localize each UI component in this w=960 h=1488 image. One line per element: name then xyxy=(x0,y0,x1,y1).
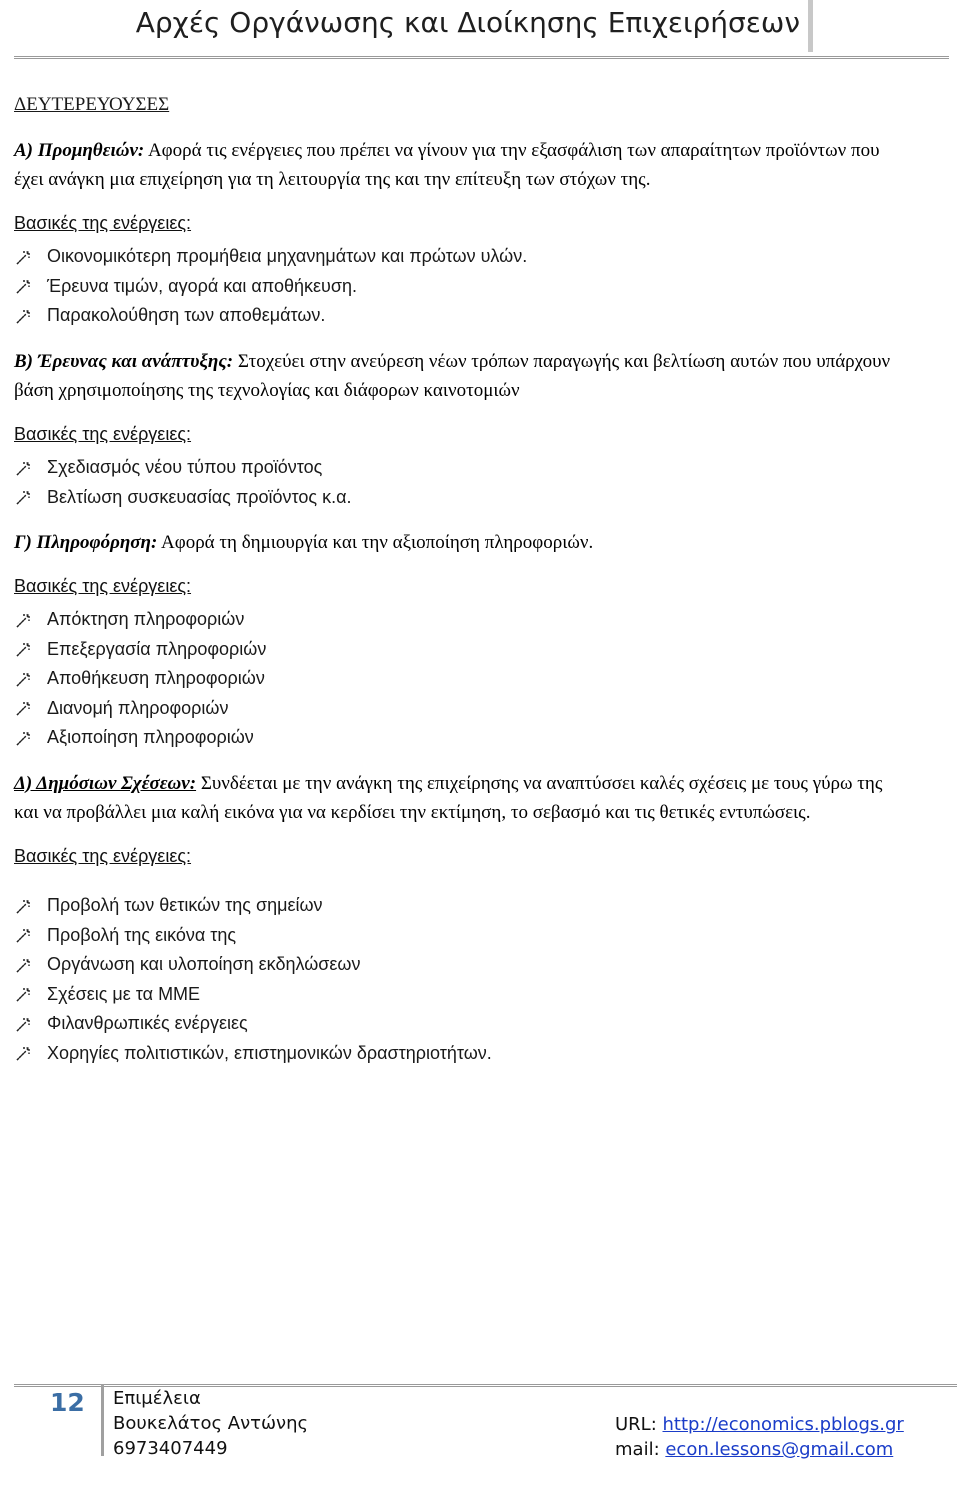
section-c-subheading: Βασικές της ενέργειες: xyxy=(14,575,192,596)
section-d-subheading: Βασικές της ενέργειες: xyxy=(14,845,192,866)
section-c-label: Γ) Πληροφόρηση: xyxy=(14,532,158,553)
section-d-label: Δ) Δημόσιων Σχέσεων: xyxy=(14,772,197,794)
footer-url-link[interactable]: http://economics.pblogs.gr xyxy=(662,1414,904,1435)
header-divider xyxy=(808,0,813,52)
arrow-bullet-icon xyxy=(14,277,36,295)
list-item-text: Επεξεργασία πληροφοριών xyxy=(47,638,267,659)
section-b-text: Στοχεύει στην ανεύρεση νέων τρόπων παραγωγής και βελτίωση αυτών που υπάρχουν βάση χρησιμοποίησης της τεχνολογίας και διάφορων καινοτομιών xyxy=(14,350,891,401)
arrow-bullet-icon xyxy=(14,611,36,629)
section-b-subheading: Βασικές της ενέργειες: xyxy=(14,423,192,444)
footer-url-label: URL: xyxy=(615,1414,663,1435)
list-item xyxy=(14,242,904,272)
arrow-bullet-icon xyxy=(14,956,36,974)
footer-phone: 6973407449 xyxy=(113,1438,228,1459)
list-item xyxy=(14,921,904,951)
arrow-bullet-icon xyxy=(14,699,36,717)
section-d-list xyxy=(14,891,904,1068)
section-a-list xyxy=(14,242,904,331)
section-b-label: Β) Έρευνας και ανάπτυξης: xyxy=(14,350,234,372)
list-item xyxy=(14,664,904,694)
list-item xyxy=(14,483,904,513)
footer-author-block xyxy=(113,1386,308,1461)
arrow-bullet-icon xyxy=(14,729,36,747)
list-item-text: Χορηγίες πολιτιστικών, επιστημονικών δραστηριοτήτων. xyxy=(47,1042,492,1063)
arrow-bullet-icon xyxy=(14,488,36,506)
list-item-text: Οικονομικότερη προμήθεια μηχανημάτων και πρώτων υλών. xyxy=(47,246,528,266)
list-item xyxy=(14,694,904,724)
list-item-text: Έρευνα τιμών, αγορά και αποθήκευση. xyxy=(47,275,358,296)
footer-divider xyxy=(101,1384,104,1456)
arrow-bullet-icon xyxy=(14,248,36,266)
footer-contact-block xyxy=(615,1412,904,1462)
list-item-text: Προβολή της εικόνα της xyxy=(47,924,237,945)
footer-url-line xyxy=(615,1412,904,1437)
list-item-text: Σχέσεις με τα ΜΜΕ xyxy=(47,983,201,1004)
list-item xyxy=(14,301,904,331)
list-item-text: Προβολή των θετικών της σημείων xyxy=(47,895,323,915)
list-item xyxy=(14,1039,904,1069)
section-a-label: Α) Προμηθειών: xyxy=(14,139,145,161)
list-item xyxy=(14,635,904,665)
list-item-text: Απόκτηση πληροφοριών xyxy=(47,609,245,629)
arrow-bullet-icon xyxy=(14,985,36,1003)
arrow-bullet-icon xyxy=(14,670,36,688)
section-b-paragraph xyxy=(14,347,904,406)
list-item xyxy=(14,723,904,753)
list-item-text: Αποθήκευση πληροφοριών xyxy=(47,668,265,688)
arrow-bullet-icon xyxy=(14,1015,36,1033)
arrow-bullet-icon xyxy=(14,1044,36,1062)
arrow-bullet-icon xyxy=(14,640,36,658)
document-header-title: Αρχές Οργάνωσης και Διοίκησης Επιχειρήσεων xyxy=(135,6,800,39)
footer-editor-label: Επιμέλεια xyxy=(113,1388,201,1409)
list-item xyxy=(14,950,904,980)
list-item xyxy=(14,980,904,1010)
list-item xyxy=(14,891,904,921)
footer-mail-line xyxy=(615,1437,904,1462)
list-item-text: Παρακολούθηση των αποθεμάτων. xyxy=(47,305,326,325)
section-a-text: Αφορά τις ενέργειες που πρέπει να γίνουν για την εξασφάλιση των απαραίτητων προϊόντων που έχει ανάγκη μια επιχείρηση για τη λειτουργία της και την επίτευξη των στόχων της. xyxy=(14,139,880,190)
section-heading: ΔΕΥΤΕΡΕΥΟΥΣΕΣ xyxy=(14,94,170,115)
page-content xyxy=(14,90,904,1068)
page-number: 12 xyxy=(50,1388,85,1417)
arrow-bullet-icon xyxy=(14,307,36,325)
arrow-bullet-icon xyxy=(14,897,36,915)
section-d-text: Συνδέεται με την ανάγκη της επιχείρησης να αναπτύσσει καλές σχέσεις με τους γύρω της και να προβάλλει μια καλή εικόνα για να κερδίσει την εκτίμηση, το σεβασμό και τις θετικές εντυπώσεις. xyxy=(14,772,883,823)
arrow-bullet-icon xyxy=(14,459,36,477)
section-b-list xyxy=(14,453,904,512)
section-a-paragraph xyxy=(14,136,904,195)
footer-editor-name: Βουκελάτος Αντώνης xyxy=(113,1413,309,1434)
list-item xyxy=(14,453,904,483)
list-item xyxy=(14,605,904,635)
list-item-text: Φιλανθρωπικές ενέργειες xyxy=(47,1013,248,1033)
section-a-subheading: Βασικές της ενέργειες: xyxy=(14,212,192,233)
list-item xyxy=(14,1009,904,1039)
list-item-text: Αξιοποίηση πληροφοριών xyxy=(47,727,254,747)
list-item xyxy=(14,272,904,302)
header-rule xyxy=(14,56,949,59)
list-item-text: Διανομή πληροφοριών xyxy=(47,697,229,718)
section-c-text: Αφορά τη δημιουργία και την αξιοποίηση πληροφοριών. xyxy=(157,532,594,553)
list-item-text: Οργάνωση και υλοποίηση εκδηλώσεων xyxy=(47,954,361,974)
section-c-paragraph xyxy=(14,528,904,558)
list-item-text: Σχεδιασμός νέου τύπου προϊόντος xyxy=(47,457,323,477)
footer-email-link[interactable]: econ.lessons@gmail.com xyxy=(665,1439,894,1460)
arrow-bullet-icon xyxy=(14,926,36,944)
section-d-paragraph xyxy=(14,769,904,828)
footer-mail-label: mail: xyxy=(615,1439,666,1460)
section-c-list xyxy=(14,605,904,753)
list-item-text: Βελτίωση συσκευασίας προϊόντος κ.α. xyxy=(47,486,352,507)
